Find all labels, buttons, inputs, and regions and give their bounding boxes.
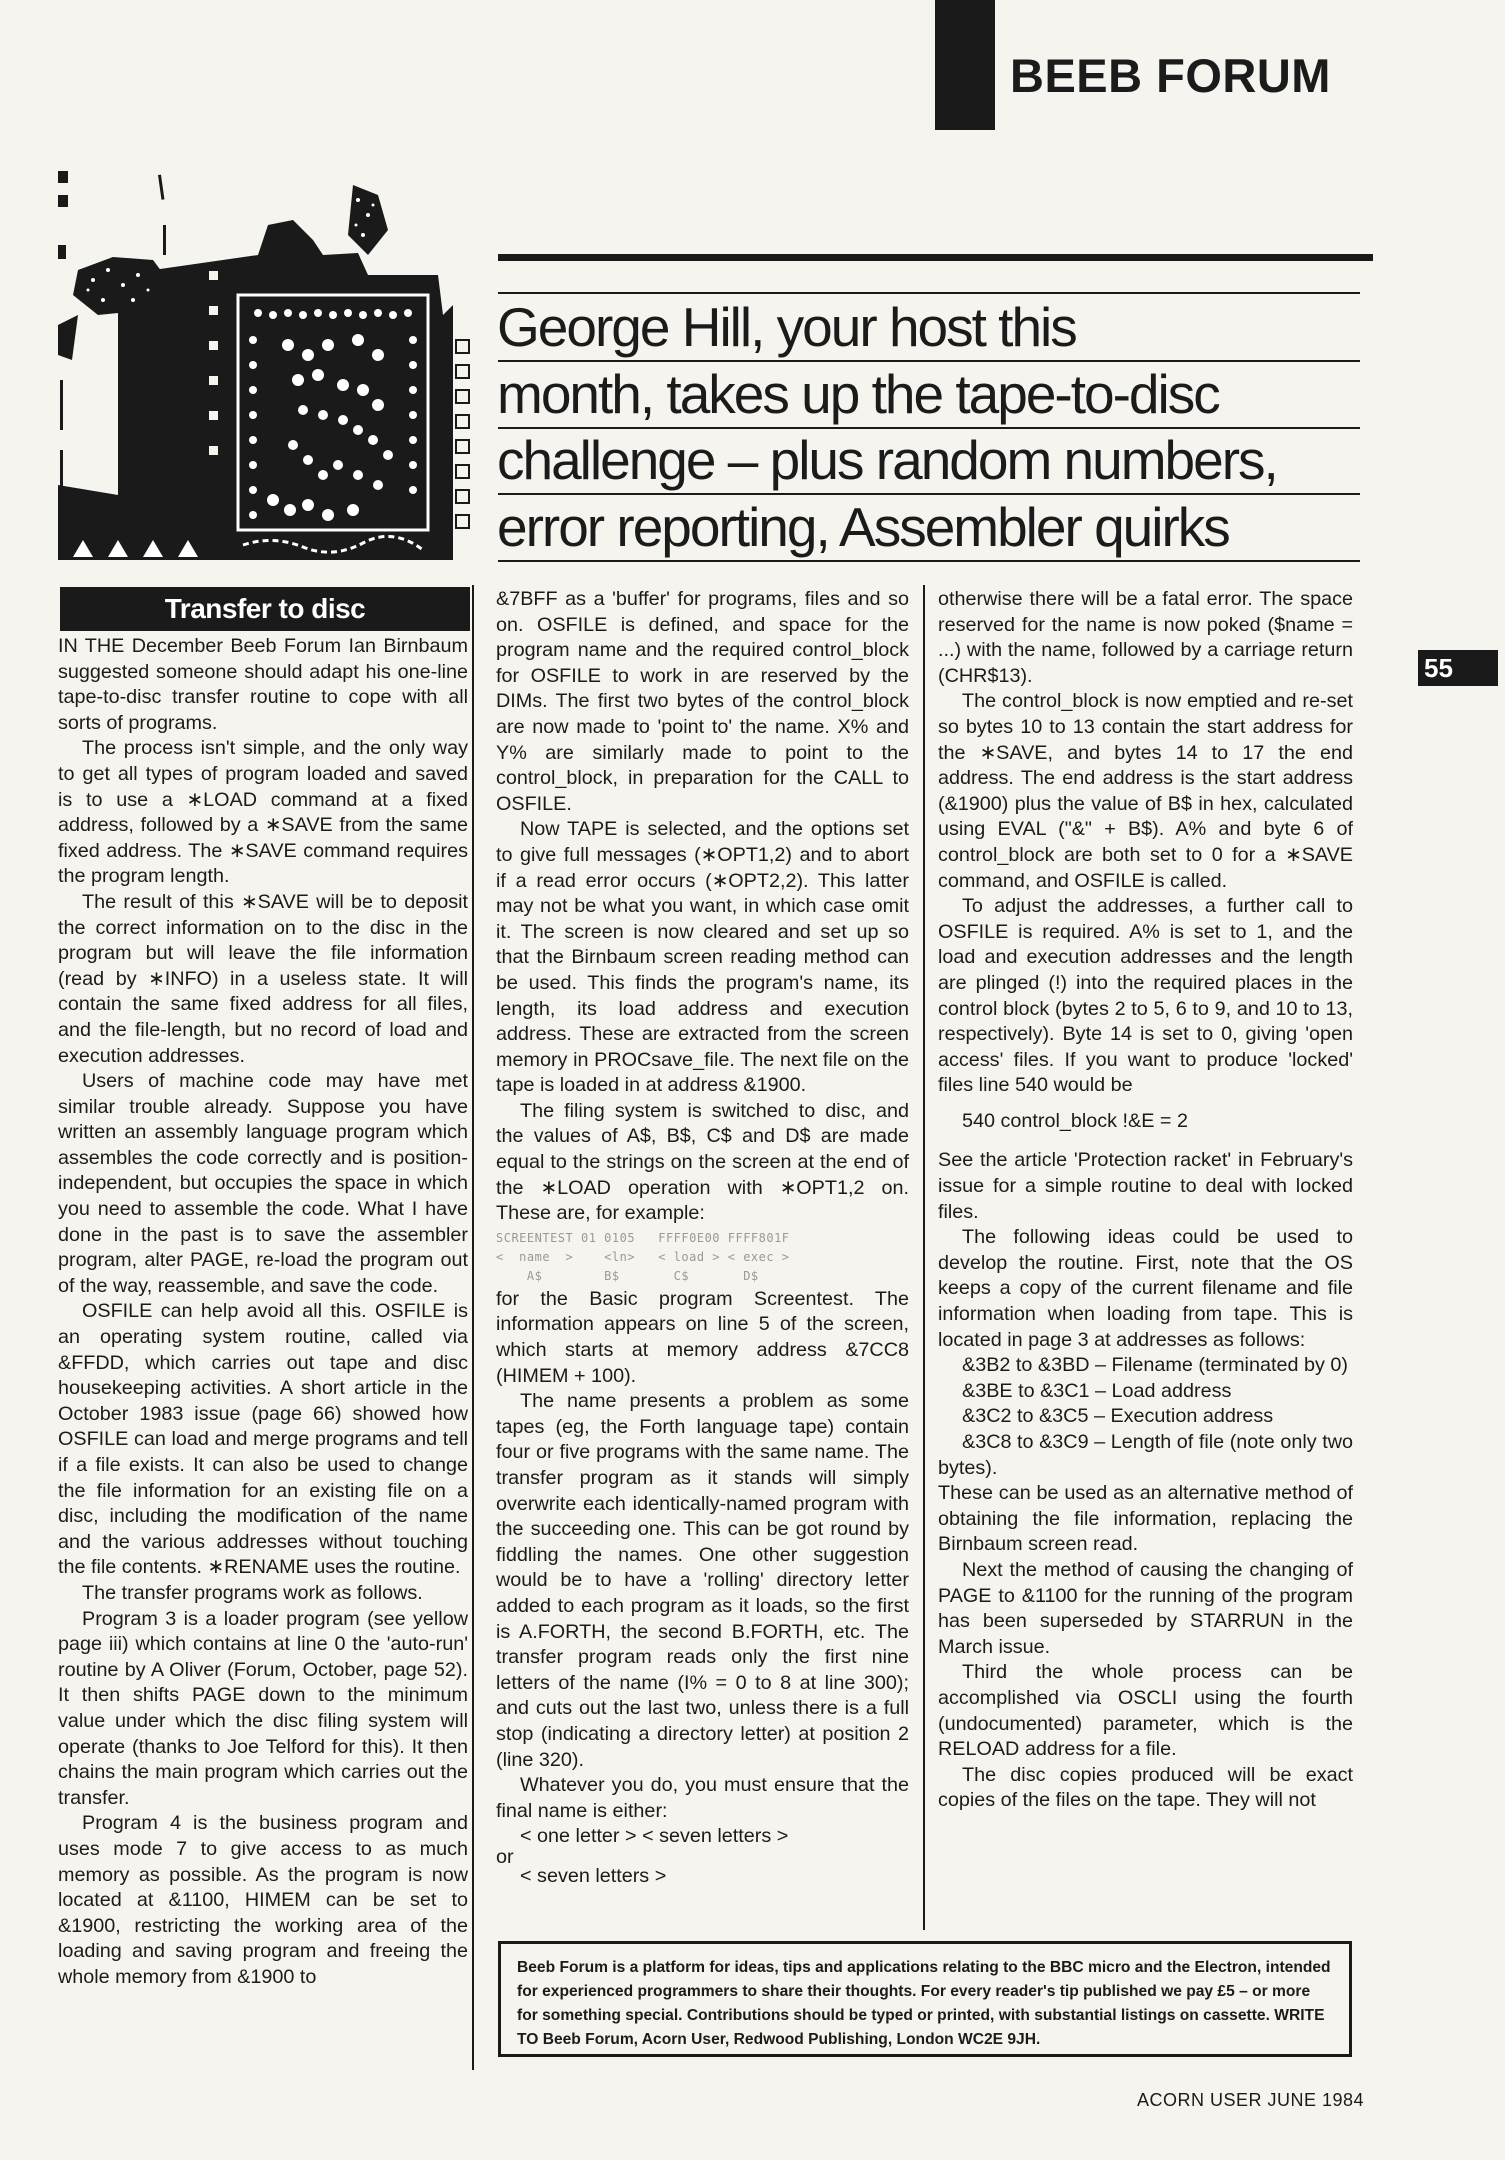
- article-column-1: [58, 634, 468, 1990]
- headline-rule: [498, 493, 1360, 495]
- name-format-option: < one letter > < seven letters >: [520, 1825, 789, 1848]
- headline-rule: [498, 360, 1360, 362]
- headline-line: challenge – plus random numbers,: [497, 429, 1277, 491]
- article-column-2: [496, 587, 909, 1890]
- art-windows-right: [456, 340, 469, 528]
- paragraph: Whatever you do, you must ensure that the final name is either:: [496, 1774, 909, 1822]
- section-title: BEEB FORUM: [1010, 49, 1331, 102]
- art-line: [60, 380, 63, 430]
- art-shard: [58, 315, 78, 360]
- art-line: [163, 225, 166, 255]
- subhead-transfer-to-disc: Transfer to disc: [60, 587, 470, 631]
- address-list-item: &3BE to &3C1 – Load address: [962, 1379, 1232, 1402]
- screen-capture-line: A$ B$ C$ D$: [496, 1268, 759, 1283]
- paragraph: The name presents a problem as some tapes (eg, the Forth language tape) contain four or five programs with the same name. The transfer program as it stands will simply overwrite each identically-named program with the succeeding one. This can be got round by fiddling the names. One other suggestion would be to have a 'rolling' directory letter added to each program as it loads, so the first is A.FORTH, the second B.FORTH, etc. The transfer program reads only the first nine letters of the name (I% = 0 to 8 at line 300); and cuts out the last two, unless there is a full stop (indicating a directory letter) at position 2 (line 320).: [496, 1390, 909, 1771]
- paragraph: Third the whole process can be accomplished via OSCLI using the fourth (undocumented) parameter, which is the RELOAD address for a file.: [938, 1661, 1353, 1761]
- footer-issue: ACORN USER JUNE 1984: [1137, 2090, 1365, 2110]
- headline-rule: [498, 292, 1360, 294]
- paragraph: Users of machine code may have met similar trouble already. Suppose you have written an assembly language program which assembles the code correctly and is position-independent, but occupies the space in which you need to assemble the code. What I have done in the past is to save the assembler program, alter PAGE, re-load the program out of the way, reassemble, and save the code.: [58, 1070, 468, 1297]
- code-line: 540 control_block !&E = 2: [962, 1109, 1188, 1132]
- paragraph: The result of this ∗SAVE will be to deposit the correct information on to the disc in the program but will leave the file information (read by ∗INFO) in a useless state. It will contain the same fixed address for all files, and the file-length, but no record of load and execution addresses.: [58, 890, 468, 1067]
- headline-rule: [498, 560, 1360, 562]
- page-number-tab: 55: [1418, 650, 1498, 686]
- art-rock: [348, 185, 388, 255]
- paragraph: Next the method of causing the changing of PAGE to &1100 for the running of the program has been superseded by STARRUN in the March issue.: [938, 1558, 1353, 1658]
- screen-capture-line: SCREENTEST 01 0105 FFFF0E00 FFFF801F: [496, 1230, 790, 1245]
- paragraph: The control_block is now emptied and re-set so bytes 10 to 13 contain the start address for the ∗SAVE, and bytes 14 to 17 the end address. The end address is the start address (&1900) plus the value of B$ in hex, calculated using EVAL ("&" + B$). A% and byte 6 of control_block are both set to 0 for a ∗SAVE command, and OSFILE is called.: [938, 690, 1353, 892]
- paragraph: &7BFF as a 'buffer' for programs, files and so on. OSFILE is defined, and space for the program name and the required control_block for OSFILE to work in are reserved by the DIMs. The first two bytes of the control_block are now made to 'point to' the name. X% and Y% are similarly made to point to the control_block, in preparation for the CALL to OSFILE.: [496, 588, 909, 815]
- paragraph: The disc copies produced will be exact copies of the files on the tape. They will not: [938, 1763, 1353, 1812]
- beeb-forum-info-box: Beeb Forum is a platform for ideas, tips and applications relating to the BBC micro and the Electron, intended for experienced programmers to share their thoughts. For every reader's tip published we pay £5 – or more for something special. Contributions should be typed or printed, with substantial listings on cassette. WRITE TO Beeb Forum, Acorn User, Redwood Publishing, London WC2E 9JH.: [498, 1941, 1352, 2057]
- paragraph: Program 3 is a loader program (see yellow page iii) which contains at line 0 the 'auto-run' routine by A Oliver (Forum, October, page 52). It then shifts PAGE down to the minimum value under which the disc filing system will operate (thanks to Joe Telford for this). It then chains the main program which carries out the transfer.: [58, 1607, 468, 1809]
- paragraph: The following ideas could be used to develop the routine. First, note that the OS keeps a copy of the current filename and file information when loading from tape. This is located in page 3 at addresses as follows:: [938, 1226, 1353, 1351]
- art-block: [58, 195, 68, 207]
- column-rule: [472, 585, 474, 2070]
- column-rule: [923, 585, 925, 1930]
- or-word: or: [496, 1845, 514, 1868]
- paragraph: OSFILE can help avoid all this. OSFILE is an operating system routine, called via &FFDD, which carries out tape and disc housekeeping activities. A short article in the October 1983 issue (page 66) showed how OSFILE can load and merge programs and tell if a file exists. It can also be used to change the file information for an existing file on a disc, including the modification of the name and the various addresses without touching the file contents. ∗RENAME uses the routine.: [58, 1300, 468, 1579]
- headline-top-rule: [498, 254, 1373, 261]
- paragraph: IN THE December Beeb Forum Ian Birnbaum suggested someone should adapt his one-line tape-to-disc transfer routine to cope with all sorts of programs.: [58, 635, 468, 734]
- paragraph: for the Basic program Screentest. The information appears on line 5 of the screen, which starts at memory address &7CC8 (HIMEM + 100).: [496, 1287, 909, 1387]
- name-format-option: < seven letters >: [520, 1864, 667, 1887]
- paragraph: otherwise there will be a fatal error. The space reserved for the name is now poked ($name = ...) with the name, followed by a carriage return (CHR$13).: [938, 588, 1353, 687]
- art-line: [158, 175, 164, 200]
- pixel-art-illustration: [58, 165, 473, 560]
- paragraph: The process isn't simple, and the only way to get all types of program loaded and saved is to use a ∗LOAD command at a fixed address, followed by a ∗SAVE from the same fixed address. The ∗SAVE command requires the program length.: [58, 737, 468, 888]
- paragraph: These can be used as an alternative method of obtaining the file information, replacing the Birnbaum screen read.: [938, 1482, 1353, 1556]
- address-list-item: &3C8 to &3C9 – Length of file (note only two bytes).: [938, 1431, 1353, 1479]
- paragraph: The filing system is switched to disc, and the values of A$, B$, C$ and D$ are made equal to the strings on the screen at the end of the ∗LOAD operation with ∗OPT1,2 on. These are, for example:: [496, 1099, 909, 1225]
- headline-line: error reporting, Assembler quirks: [497, 496, 1229, 558]
- header-tab-bar: [935, 0, 995, 130]
- paragraph: Program 4 is the business program and uses mode 7 to give access to as much memory as possible. As the program is now located at &1100, HIMEM can be set to &1900, restricting the working area of the loading and saving program and freeing the whole memory from &1900 to: [58, 1812, 468, 1988]
- article-column-3: [938, 587, 1353, 1814]
- address-list-item: &3B2 to &3BD – Filename (terminated by 0): [962, 1354, 1348, 1377]
- screen-capture-line: < name > <ln> < load > < exec >: [496, 1249, 790, 1264]
- paragraph: To adjust the addresses, a further call to OSFILE is required. A% is set to 1, and the load and execution addresses and the length are plinged (!) into the required places in the control block (bytes 2 to 5, 6 to 9, and 10 to 13, respectively). Byte 14 is set to 0, giving 'open access' files. If you want to produce 'locked' files line 540 would be: [938, 895, 1353, 1097]
- headline-line: George Hill, your host this: [497, 296, 1076, 358]
- art-block: [58, 171, 68, 183]
- address-list-item: &3C2 to &3C5 – Execution address: [962, 1405, 1274, 1428]
- headline-line: month, takes up the tape-to-disc: [497, 363, 1219, 425]
- art-block: [58, 245, 66, 259]
- paragraph: Now TAPE is selected, and the options set to give full messages (∗OPT1,2) and to abort if a read error occurs (∗OPT2,2). This latter may not be what you want, in which case omit it. The screen is now cleared and set up so that the Birnbaum screen reading method can be used. This finds the program's name, its length, its load address and execution address. These are extracted from the screen memory in PROCsave_file. The next file on the tape is loaded in at address &1900.: [496, 818, 909, 1097]
- paragraph: The transfer programs work as follows.: [82, 1581, 423, 1604]
- paragraph: See the article 'Protection racket' in February's issue for a simple routine to deal with locked files.: [938, 1149, 1353, 1223]
